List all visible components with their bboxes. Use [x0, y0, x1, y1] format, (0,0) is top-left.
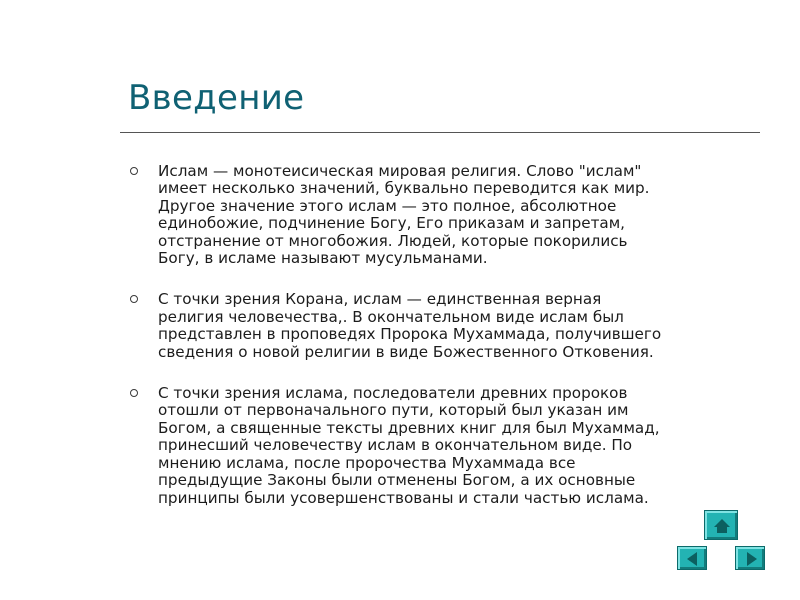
bullet-circle-icon: [130, 167, 138, 175]
bullet-text-line: С точки зрения ислама, последователи древних пророков: [158, 384, 628, 403]
next-slide-button[interactable]: [735, 546, 765, 570]
bullet-circle-icon: [130, 389, 138, 397]
previous-slide-button[interactable]: [677, 546, 707, 570]
bullet-text-line: принципы были усовершенствованы и стали частью ислама.: [158, 488, 649, 507]
bullet-text-line: представлен в проповедях Пророка Мухаммада, получившего: [158, 325, 662, 344]
bullet-text-line: Другое значение этого ислам — это полное, абсолютное: [158, 196, 617, 215]
bullet-text-line: единобожие, подчинение Богу, Его приказам и запретам,: [158, 214, 626, 233]
arrow-left-icon: [678, 547, 708, 571]
home-icon: [705, 511, 739, 541]
bullet-text-line: Ислам — монотеисическая мировая религия. Слово "ислам": [158, 162, 642, 180]
bullet-text-line: С точки зрения Корана, ислам — единственная верная: [158, 290, 602, 309]
bullet-text-line: имеет несколько значений, буквально переводится как мир.: [158, 179, 650, 198]
bullet-text-line: Богу, в исламе называют мусульманами.: [158, 249, 488, 268]
bullet-item: [130, 163, 760, 267]
bullet-text-line: отстранение от многобожия. Людей, которые покорились: [158, 231, 628, 250]
home-button[interactable]: [704, 510, 738, 540]
bullet-item: [130, 385, 760, 507]
bullet-list: [130, 163, 760, 507]
slide-title: Введение: [128, 78, 305, 118]
bullet-text-line: Богом, а священные тексты древних книг для был Мухаммад,: [158, 418, 660, 437]
bullet-text-line: предыдущие Законы были отменены Богом, а их основные: [158, 471, 636, 490]
bullet-text-line: мнению ислама, после пророчества Мухаммада все: [158, 453, 576, 472]
arrow-right-icon: [736, 547, 766, 571]
bullet-text-line: принесший человечеству ислам в окончательном виде. По: [158, 436, 633, 455]
bullet-text-line: отошли от первоначального пути, который был указан им: [158, 401, 629, 420]
bullet-text-line: религия человечества,. В окончательном виде ислам был: [158, 307, 624, 326]
title-divider: [120, 132, 760, 133]
bullet-item: [130, 291, 760, 361]
bullet-circle-icon: [130, 295, 138, 303]
bullet-text-line: сведения о новой религии в виде Божественного Отковения.: [158, 342, 654, 361]
